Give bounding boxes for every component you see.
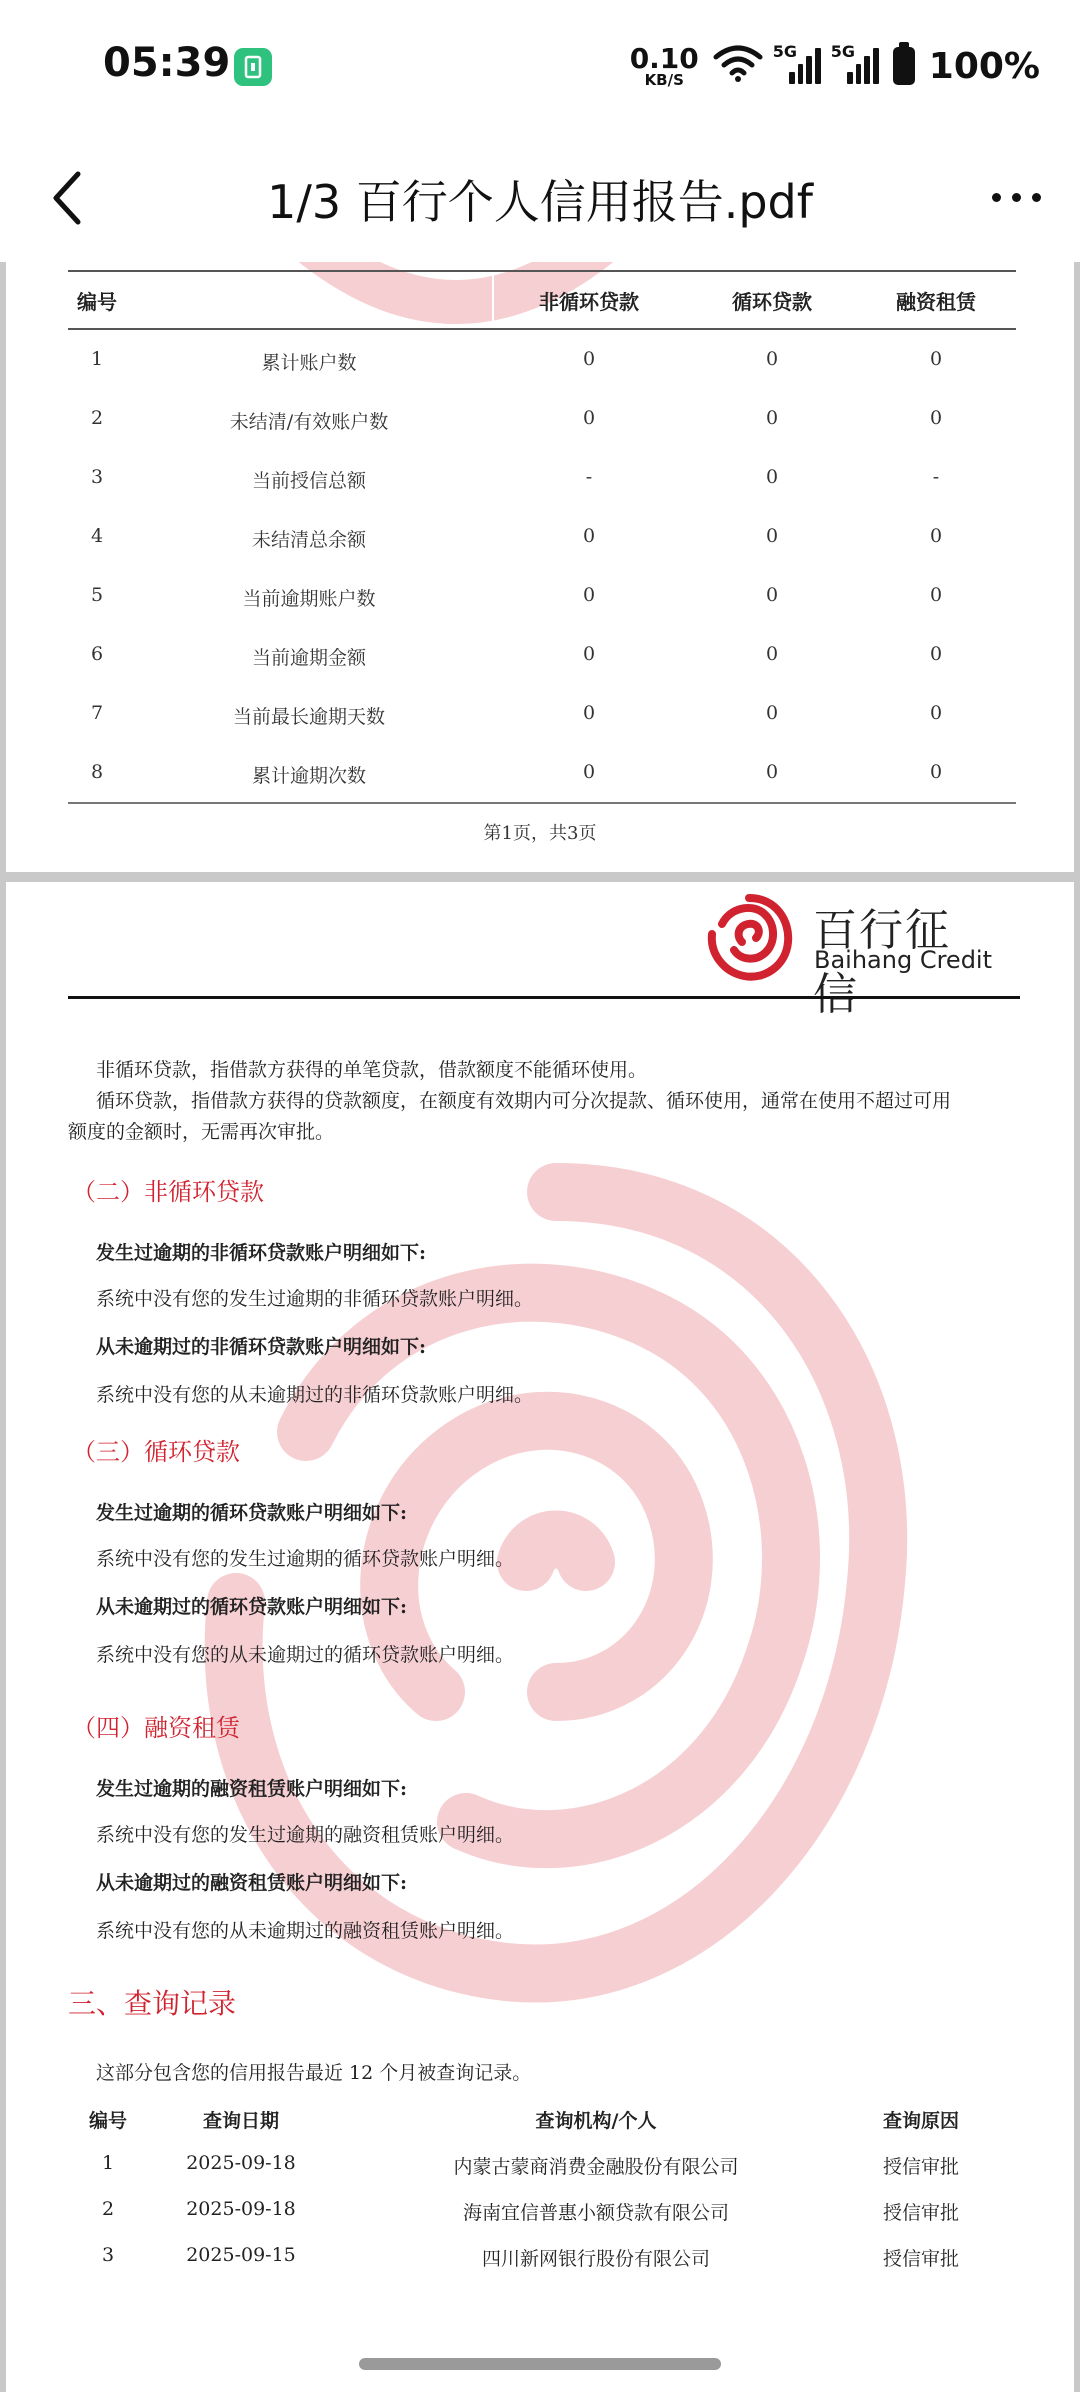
table-cell: 2 <box>101 2198 115 2220</box>
column-header: 查询日期 <box>202 2110 279 2132</box>
wifi-icon <box>713 45 763 87</box>
table-cell: 3 <box>101 2244 115 2266</box>
intro-paragraph-line: 非循环贷款，指借款方获得的单笔贷款，借款额度不能循环使用。 <box>96 1059 648 1081</box>
subsection-title: 从未逾期过的融资租赁账户明细如下: <box>96 1872 408 1894</box>
column-header: 编号 <box>88 2110 127 2132</box>
table-cell: 0 <box>765 348 779 370</box>
table-cell: 6 <box>90 643 104 665</box>
table-row <box>68 745 1016 804</box>
table-cell: 1 <box>101 2152 115 2174</box>
table-cell: 1 <box>90 348 104 370</box>
column-header: 融资租赁 <box>896 290 976 314</box>
network-speed <box>629 41 699 89</box>
table-cell: 当前授信总额 <box>251 470 366 492</box>
signal2-label: 5G <box>830 42 856 61</box>
table-cell: 累计逾期次数 <box>251 765 366 787</box>
table-row <box>68 627 1016 686</box>
table-row <box>68 568 1016 627</box>
table-cell: 0 <box>929 702 943 724</box>
table-cell: 0 <box>929 407 943 429</box>
pdf-viewer[interactable] <box>0 262 1080 2392</box>
subsection-title: 发生过逾期的非循环贷款账户明细如下: <box>96 1242 427 1264</box>
intro-paragraph-line: 额度的金额时，无需再次审批。 <box>68 1121 335 1143</box>
page-number: 第1页，共3页 <box>483 823 597 844</box>
table-cell: 0 <box>929 525 943 547</box>
table-row <box>68 450 1016 509</box>
status-right-group <box>630 40 1040 92</box>
table-cell: - <box>932 466 940 488</box>
table-row <box>68 391 1016 450</box>
table-row <box>68 509 1016 568</box>
subsection-text: 系统中没有您的从未逾期过的非循环贷款账户明细。 <box>96 1384 534 1406</box>
table-header <box>68 270 1016 330</box>
table-cell: 4 <box>90 525 104 547</box>
table-cell: - <box>585 466 593 488</box>
table-cell: 累计账户数 <box>261 352 357 374</box>
subsection-text: 系统中没有您的发生过逾期的融资租赁账户明细。 <box>96 1824 515 1846</box>
more-options-button[interactable] <box>976 162 1056 232</box>
status-time: 05:39 <box>103 40 231 86</box>
table-cell: 海南宜信普惠小额贷款有限公司 <box>462 2202 729 2224</box>
battery-percent: 100% <box>928 45 1040 87</box>
baihang-credit-logo <box>702 890 993 1020</box>
network-speed-unit: KB/S <box>644 70 684 89</box>
table-cell: 0 <box>582 761 596 783</box>
subsection-text: 系统中没有您的发生过逾期的循环贷款账户明细。 <box>96 1548 515 1570</box>
table-cell: 授信审批 <box>882 2156 959 2178</box>
table-cell: 8 <box>90 761 104 783</box>
table-cell: 0 <box>582 348 596 370</box>
table-cell: 0 <box>929 584 943 606</box>
cellular-signal-icon-2 <box>830 42 879 84</box>
pdf-page-2 <box>6 882 1074 2392</box>
logo-english-text: Baihang Credit <box>814 946 993 974</box>
table-cell: 2025-09-15 <box>186 2244 296 2266</box>
status-bar <box>0 0 1080 132</box>
app-header <box>0 132 1080 262</box>
column-header: 查询机构/个人 <box>535 2110 657 2132</box>
table-cell: 0 <box>929 348 943 370</box>
table-cell: 未结清/有效账户数 <box>229 411 389 433</box>
pdf-page-1 <box>6 262 1074 872</box>
subsection-title: 从未逾期过的非循环贷款账户明细如下: <box>96 1336 427 1358</box>
subsection-title: 从未逾期过的循环贷款账户明细如下: <box>96 1596 408 1618</box>
subsection-title: 发生过逾期的融资租赁账户明细如下: <box>96 1778 408 1800</box>
battery-icon <box>893 47 915 85</box>
table-cell: 0 <box>929 761 943 783</box>
section-heading: （二）非循环贷款 <box>72 1178 264 1206</box>
table-cell: 0 <box>582 407 596 429</box>
table-cell: 3 <box>90 466 104 488</box>
signal1-label: 5G <box>772 42 798 61</box>
table-row <box>68 332 1016 391</box>
table-cell: 0 <box>582 584 596 606</box>
subsection-title: 发生过逾期的循环贷款账户明细如下: <box>96 1502 408 1524</box>
table-cell: 授信审批 <box>882 2248 959 2270</box>
table-cell: 0 <box>929 643 943 665</box>
app-notification-icon <box>234 48 272 86</box>
more-dots-icon <box>992 193 1001 202</box>
table-cell: 当前逾期账户数 <box>242 588 376 610</box>
table-cell: 0 <box>765 466 779 488</box>
table-cell: 7 <box>90 702 104 724</box>
section-heading: （三）循环贷款 <box>72 1438 240 1466</box>
table-cell: 0 <box>765 525 779 547</box>
table-cell: 0 <box>765 761 779 783</box>
table-cell: 四川新网银行股份有限公司 <box>481 2248 710 2270</box>
table-cell: 授信审批 <box>882 2202 959 2224</box>
cellular-signal-icon-1 <box>772 42 821 84</box>
table-cell: 未结清总余额 <box>251 529 366 551</box>
table-cell: 0 <box>582 643 596 665</box>
table-cell: 2025-09-18 <box>186 2152 296 2174</box>
subsection-text: 系统中没有您的从未逾期过的融资租赁账户明细。 <box>96 1920 515 1942</box>
table-cell: 0 <box>582 525 596 547</box>
table-row <box>68 686 1016 745</box>
baihang-logo-mark-icon <box>702 890 796 984</box>
table-cell: 0 <box>582 702 596 724</box>
table-cell: 内蒙古蒙商消费金融股份有限公司 <box>453 2156 739 2178</box>
column-header: 编号 <box>77 290 117 314</box>
home-indicator[interactable] <box>359 2358 721 2370</box>
column-header: 查询原因 <box>882 2110 959 2132</box>
network-speed-value: 0.10 <box>629 41 699 75</box>
section-heading: （四）融资租赁 <box>72 1714 240 1742</box>
table-cell: 0 <box>765 584 779 606</box>
table-cell: 0 <box>765 702 779 724</box>
table-cell: 当前逾期金额 <box>251 647 366 669</box>
table-cell: 0 <box>765 643 779 665</box>
table-cell: 2 <box>90 407 104 429</box>
logo-chinese-text: 百行征信 <box>813 905 951 1020</box>
column-header: 非循环贷款 <box>539 290 639 314</box>
table-bottom-rule <box>68 802 1016 804</box>
query-intro-text: 这部分包含您的信用报告最近 12 个月被查询记录。 <box>96 2062 532 2084</box>
table-cell: 5 <box>90 584 104 606</box>
subsection-text: 系统中没有您的从未逾期过的循环贷款账户明细。 <box>96 1644 515 1666</box>
watermark-logo <box>176 1132 936 2032</box>
table-cell: 2025-09-18 <box>186 2198 296 2220</box>
query-records-heading: 三、查询记录 <box>68 1987 237 2020</box>
document-title: 1/3 百行个人信用报告.pdf <box>267 175 813 229</box>
table-cell: 当前最长逾期天数 <box>232 706 385 728</box>
column-header: 循环贷款 <box>732 290 812 314</box>
intro-paragraph-line: 循环贷款，指借款方获得的贷款额度，在额度有效期内可分次提款、循环使用，通常在使用不超过可用 <box>96 1090 952 1112</box>
header-divider <box>68 996 1020 999</box>
subsection-text: 系统中没有您的发生过逾期的非循环贷款账户明细。 <box>96 1288 534 1310</box>
table-cell: 0 <box>765 407 779 429</box>
